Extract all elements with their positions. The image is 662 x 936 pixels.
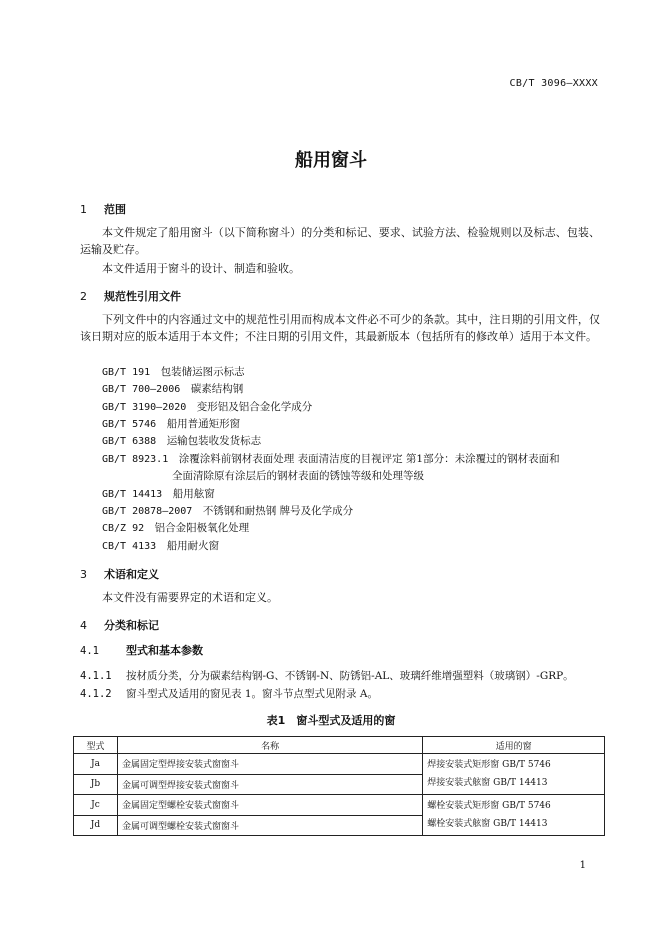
paragraph: 本文件适用于窗斗的设计、制造和验收。 [102, 262, 300, 275]
section-title: 术语和定义 [104, 568, 159, 581]
section-title: 规范性引用文件 [104, 290, 181, 303]
paragraph: 本文件没有需要界定的术语和定义。 [102, 591, 278, 604]
section-number: 1 [80, 203, 87, 216]
reference-item: CB/Z 92 铝合金阳极氧化处理 [102, 522, 250, 534]
reference-item: GB/T 6388 运输包装收发货标志 [102, 435, 262, 447]
table-caption: 表1 窗斗型式及适用的窗 [266, 714, 396, 727]
window-cell: 螺栓安装式矩形窗 GB/T 5746 螺栓安装式舷窗 GB/T 14413 [423, 795, 605, 836]
reference-item: GB/T 14413 船用舷窗 [102, 488, 215, 500]
type-cell: Ja [74, 754, 118, 775]
reference-item-continuation: 全面清除原有涂层后的钢材表面的锈蚀等级和处理等级 [172, 470, 424, 482]
paragraph: 下列文件中的内容通过文中的规范性引用而构成本文件必不可少的条款。其中，注日期的引用文件，仅该日期对应的版本适用于本文件；不注日期的引用文件，其最新版本（包括所有的修改单）适用于本文件。 [80, 313, 600, 343]
reference-item: GB/T 5746 船用普通矩形窗 [102, 418, 241, 430]
section-number: 2 [80, 290, 87, 303]
column-header: 名称 [117, 737, 422, 754]
page-number: 1 [579, 860, 586, 871]
section-1-heading [80, 201, 126, 217]
reference-item: GB/T 700—2006 碳素结构钢 [102, 383, 244, 395]
paragraph: 本文件规定了船用窗斗（以下简称窗斗）的分类和标记、要求、试验方法、检验规则以及标志、包装、运输及贮存。 [80, 226, 600, 256]
reference-item: GB/T 20878—2007 不锈钢和耐热钢 牌号及化学成分 [102, 505, 354, 517]
reference-item: GB/T 3190—2020 变形铝及铝合金化学成分 [102, 401, 313, 413]
window-cell: 焊接安装式矩形窗 GB/T 5746 焊接安装式舷窗 GB/T 14413 [423, 754, 605, 795]
table-header-row [74, 737, 605, 754]
section-3-heading [80, 566, 159, 582]
window-hood-types-table [73, 736, 605, 836]
reference-item: GB/T 191 包装储运图示标志 [102, 366, 245, 378]
document-code: CB/T 3096—XXXX [509, 78, 598, 89]
section-title: 分类和标记 [104, 619, 159, 632]
section-number: 3 [80, 568, 87, 581]
section-4-heading [80, 617, 159, 633]
name-cell: 金属固定型焊接安装式窗窗斗 [117, 754, 422, 775]
type-cell: Jd [74, 815, 118, 836]
section-title: 范围 [104, 203, 126, 216]
name-cell: 金属可调型螺栓安装式窗窗斗 [117, 815, 422, 836]
clause-4-1-1: 4.1.1 按材质分类，分为碳素结构钢-G、不锈钢-N、防锈铝-AL、玻璃纤维增强塑料（玻璃钢）-GRP。 [80, 670, 574, 682]
section-number: 4 [80, 619, 87, 632]
table-row [74, 754, 605, 775]
type-cell: Jc [74, 795, 118, 816]
table-row [74, 795, 605, 816]
clause-4-1-2: 4.1.2 窗斗型式及适用的窗见表 1。窗斗节点型式见附录 A。 [80, 688, 378, 700]
name-cell: 金属固定型螺栓安装式窗窗斗 [117, 795, 422, 816]
type-cell: Jb [74, 774, 118, 795]
name-cell: 金属可调型焊接安装式窗窗斗 [117, 774, 422, 795]
document-title: 船用窗斗 [295, 150, 367, 171]
subsection-4-1-heading: 4.1 型式和基本参数 [80, 644, 203, 657]
column-header: 适用的窗 [423, 737, 605, 754]
column-header: 型式 [74, 737, 118, 754]
section-2-heading [80, 288, 181, 304]
reference-item: GB/T 8923.1 涂覆涂料前钢材表面处理 表面清洁度的目视评定 第1部分：未涂覆过的钢材表面和 [102, 453, 560, 465]
reference-item: CB/T 4133 船用耐火窗 [102, 540, 220, 552]
